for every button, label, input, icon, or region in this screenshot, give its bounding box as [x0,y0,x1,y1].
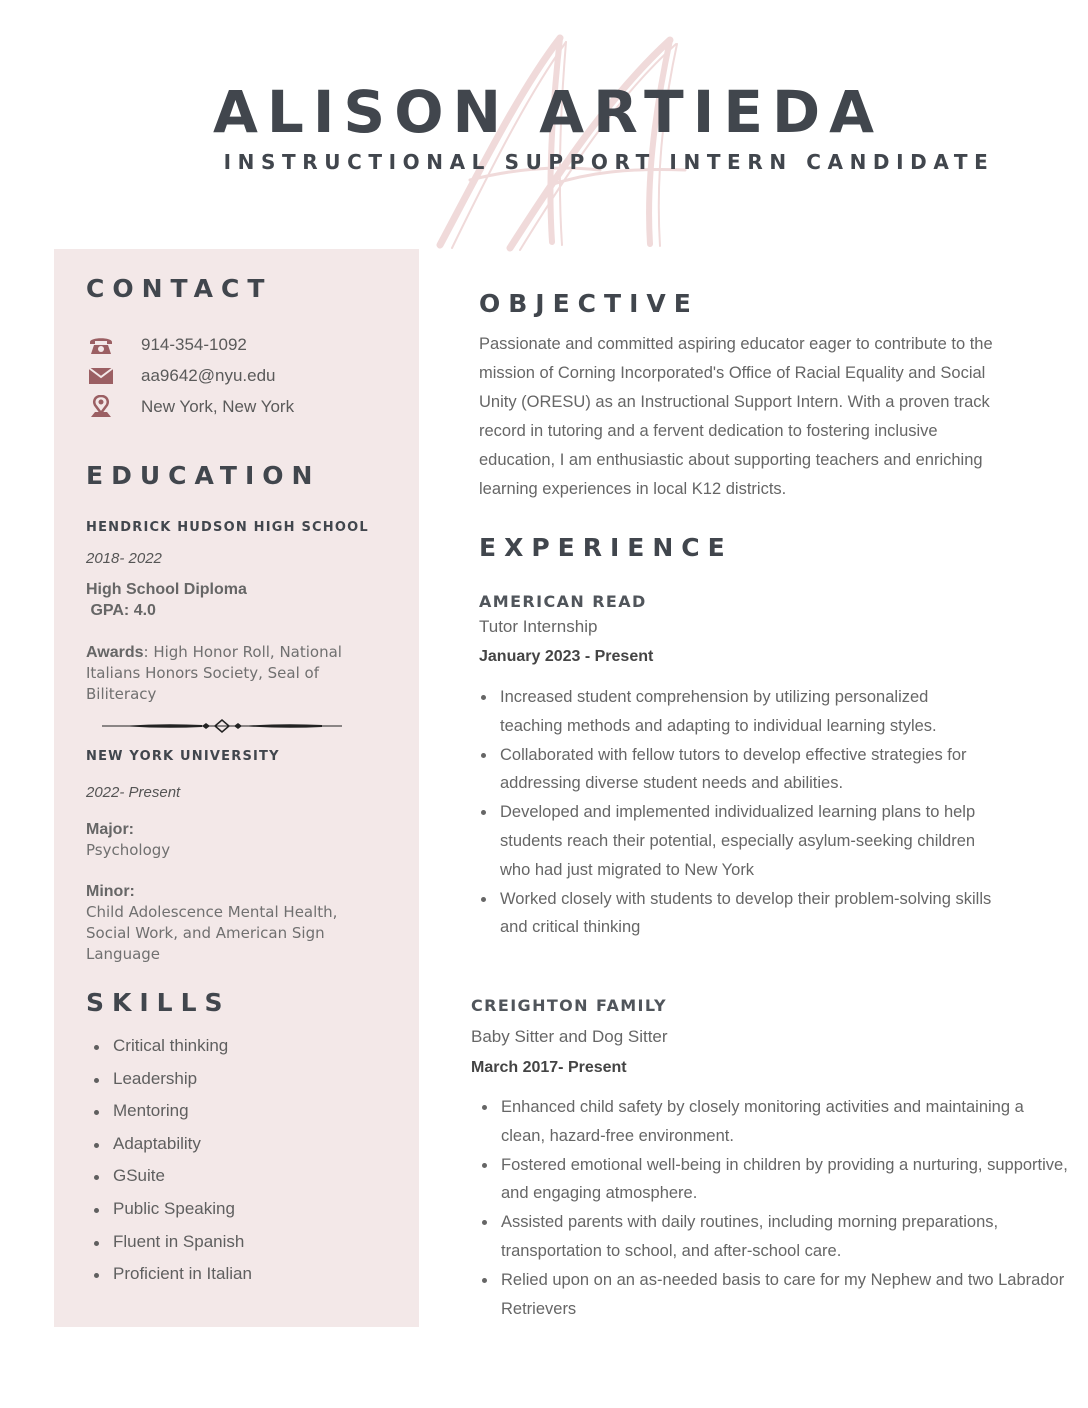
school-name: HENDRICK HUDSON HIGH SCHOOL [86,520,369,535]
list-item: Assisted parents with daily routines, including morning preparations, transportation to school, and after-school care. [480,1208,1068,1266]
major-label: Major: [86,821,134,838]
skills-heading: SKILLS [86,988,231,1017]
job-role: Tutor Internship [479,617,598,636]
experience-heading: EXPERIENCE [479,533,733,562]
major-value: Psychology [86,841,171,859]
list-item: Collaborated with fellow tutors to develop effective strategies for addressing diverse student needs and abilities. [479,741,994,799]
objective-heading: OBJECTIVE [479,289,699,318]
minor-value: Child Adolescence Mental Health, Social Work, and American Sign Language [86,903,338,963]
list-item: Mentoring [92,1101,252,1134]
list-item: Proficient in Italian [92,1264,252,1297]
list-item: Increased student comprehension by utilizing personalized teaching methods and adapting to individual learning styles. [479,683,994,741]
education-heading: EDUCATION [86,461,321,490]
list-item: Enhanced child safety by closely monitoring activities and maintaining a clean, hazard-free environment. [480,1093,1068,1151]
minor [86,881,356,965]
job-role: Baby Sitter and Dog Sitter [471,1027,668,1046]
contact-phone: 914-354-1092 [141,335,247,354]
awards-text: : High Honor Roll, National Italians Honors Society, Seal of Biliteracy [86,643,342,703]
contact-email-row [86,363,276,389]
location-pin-icon [86,395,116,419]
list-item: Critical thinking [92,1036,252,1069]
skills-list [92,1036,252,1297]
list-item: Worked closely with students to develop their problem-solving skills and critical thinking [479,885,994,943]
job-bullets [479,683,994,942]
major [86,819,356,861]
list-item: Developed and implemented individualized learning plans to help students reach their potential, especially asylum-seeking children who had just migrated to New York [479,798,994,884]
job-dates: January 2023 - Present [479,648,654,665]
job-organization: AMERICAN READ [479,592,647,611]
list-item: GSuite [92,1166,252,1199]
awards-label: Awards [86,644,144,661]
list-item: Fluent in Spanish [92,1232,252,1265]
candidate-name: ALISON ARTIEDA [213,78,883,146]
contact-heading: CONTACT [86,274,273,303]
job-dates: March 2017- Present [471,1059,627,1076]
school-years: 2022- Present [86,784,181,801]
contact-phone-row [86,332,247,358]
contact-email: aa9642@nyu.edu [141,366,276,385]
school-name: NEW YORK UNIVERSITY [86,749,280,764]
objective-text: Passionate and committed aspiring educator eager to contribute to the mission of Corning Incorporated's Office of Racial Equality and Social Unity (ORESU) as an Instructional Support Intern. With a proven track record in tutoring and a fervent dedication to fostering inclusive education, I am enthusiastic about supporting teachers and enriching learning experiences in local K12 districts. [479,335,993,498]
job-bullets [480,1093,1068,1323]
phone-icon [86,334,116,356]
list-item: Leadership [92,1069,252,1102]
contact-location-row [86,394,295,420]
envelope-icon [86,366,116,386]
list-item: Fostered emotional well-being in children by providing a nurturing, supportive, and engaging atmosphere. [480,1151,1068,1209]
contact-location: New York, New York [141,397,295,416]
awards [86,642,356,705]
list-item: Relied upon on an as-needed basis to care for my Nephew and two Labrador Retrievers [480,1266,1068,1324]
list-item: Adaptability [92,1134,252,1167]
school-years: 2018- 2022 [86,550,162,567]
degree: High School Diploma [86,581,247,598]
section-divider [102,718,342,734]
minor-label: Minor: [86,883,135,900]
list-item: Public Speaking [92,1199,252,1232]
candidate-subtitle: INSTRUCTIONAL SUPPORT INTERN CANDIDATE [223,150,995,174]
gpa: GPA: 4.0 [86,602,156,619]
job-organization: CREIGHTON FAMILY [471,996,667,1015]
